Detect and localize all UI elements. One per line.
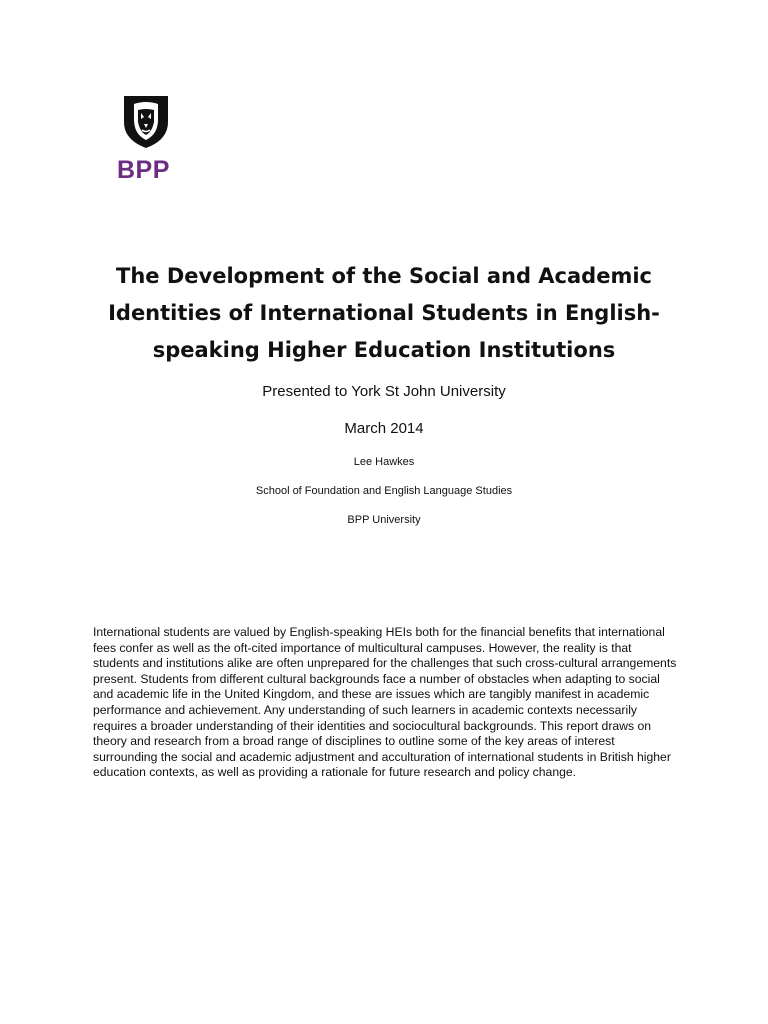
bpp-logo [110,88,182,188]
abstract-paragraph: International students are valued by English-speaking HEIs both for the financial benefits that international fees confer as well as the oft-cited importance of multicultural campuses. However, the reality is that students and institutions alike are often unprepared for the challenges that such cross-cultural arrangements present. Students from different cultural backgrounds face a number of obstacles when adapting to social and academic life in the United Kingdom, and these are issues which are tangibly manifest in academic performance and achievement. Any understanding of such learners in academic contexts necessarily requires a broader understanding of their identities and sociocultural backgrounds. This report draws on theory and research from a broad range of disciplines to outline some of the key areas of interest surrounding the social and academic adjustment and acculturation of international students in British higher education contexts, as well as providing a rationale for future research and policy change. [93,625,677,780]
lion-head-icon [120,92,172,150]
document-date: March 2014 [344,420,424,437]
author-name: Lee Hawkes [353,456,415,468]
document-title: The Development of the Social and Academic Identities of International Students in English-speaking Higher Education Institutions [108,264,660,362]
presented-to: Presented to York St John University [262,383,506,400]
logo-wordmark: BPP [117,156,170,184]
university-name: BPP University [347,514,421,526]
school-name: School of Foundation and English Language Studies [255,485,513,497]
